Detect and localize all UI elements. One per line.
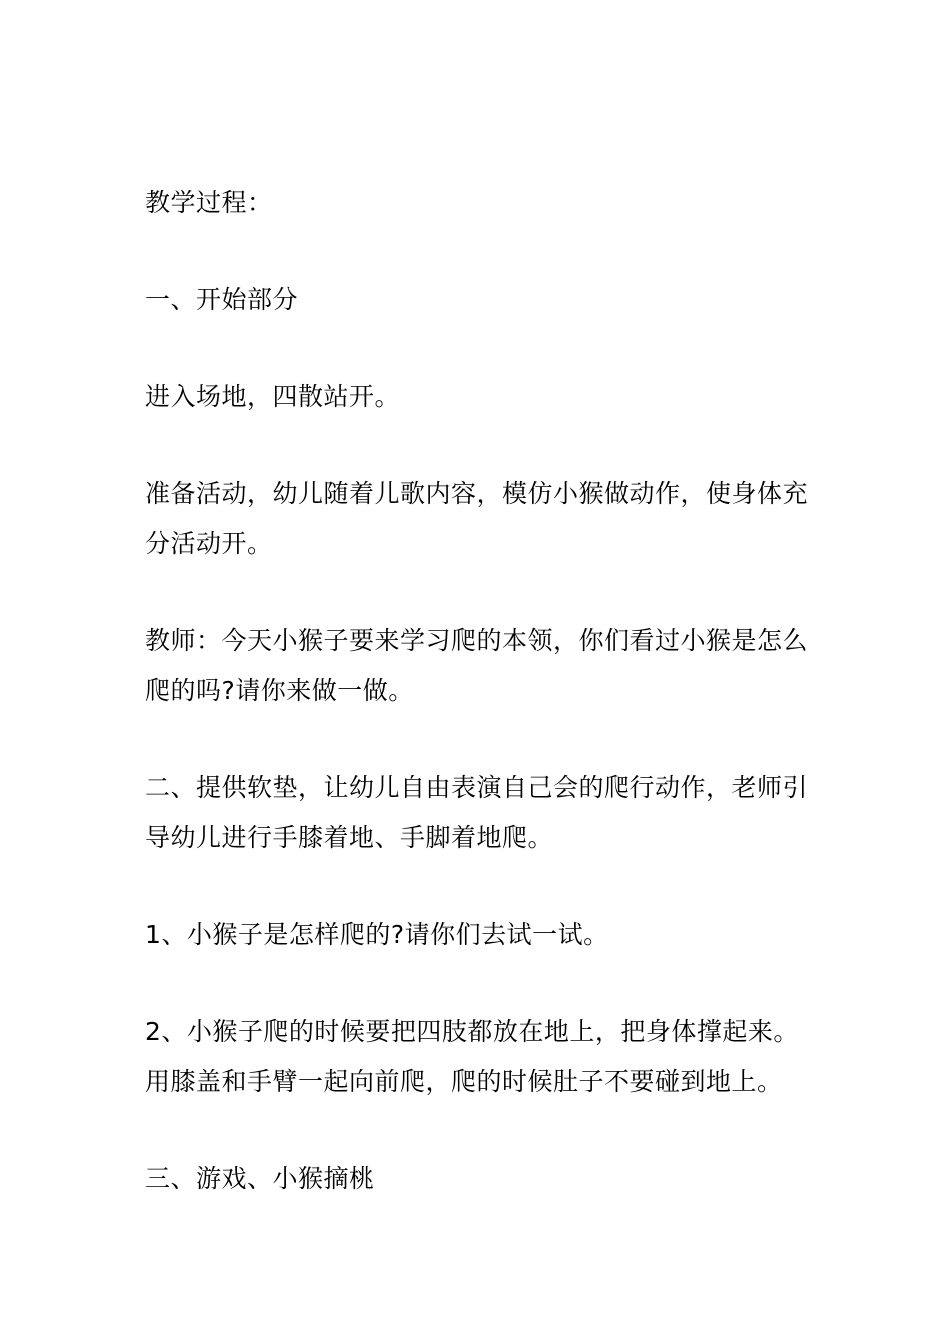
section-heading-part-one: 一、开始部分 bbox=[145, 285, 299, 314]
paragraph-gap bbox=[145, 960, 810, 1007]
paragraph-gap bbox=[145, 716, 810, 763]
list-item-one: 1、小猴子是怎样爬的?请你们去试一试。 bbox=[145, 920, 609, 949]
paragraph-gap bbox=[145, 325, 810, 372]
paragraph-gap bbox=[145, 228, 810, 275]
paragraph-gap bbox=[145, 1107, 810, 1154]
list-item-two: 2、小猴子爬的时候要把四肢都放在地上，把身体撑起来。用膝盖和手臂一起向前爬，爬的时候肚子不要碰到地上。 bbox=[145, 1017, 799, 1096]
paragraph-warm-up: 准备活动，幼儿随着儿歌内容，模仿小猴做动作，使身体充分活动开。 bbox=[145, 479, 809, 558]
section-heading-teaching-process: 教学过程： bbox=[145, 188, 273, 217]
paragraph-teacher-dialogue: 教师：今天小猴子要来学习爬的本领，你们看过小猴是怎么爬的吗?请你来做一做。 bbox=[145, 626, 809, 705]
document-body bbox=[145, 178, 810, 1204]
paragraph-enter-field: 进入场地，四散站开。 bbox=[145, 382, 401, 411]
section-heading-part-two: 二、提供软垫，让幼儿自由表演自己会的爬行动作，老师引导幼儿进行手膝着地、手脚着地爬。 bbox=[145, 773, 809, 852]
paragraph-gap bbox=[145, 569, 810, 616]
section-heading-part-three: 三、游戏、小猴摘桃 bbox=[145, 1164, 375, 1193]
paragraph-gap bbox=[145, 422, 810, 469]
paragraph-gap bbox=[145, 863, 810, 910]
